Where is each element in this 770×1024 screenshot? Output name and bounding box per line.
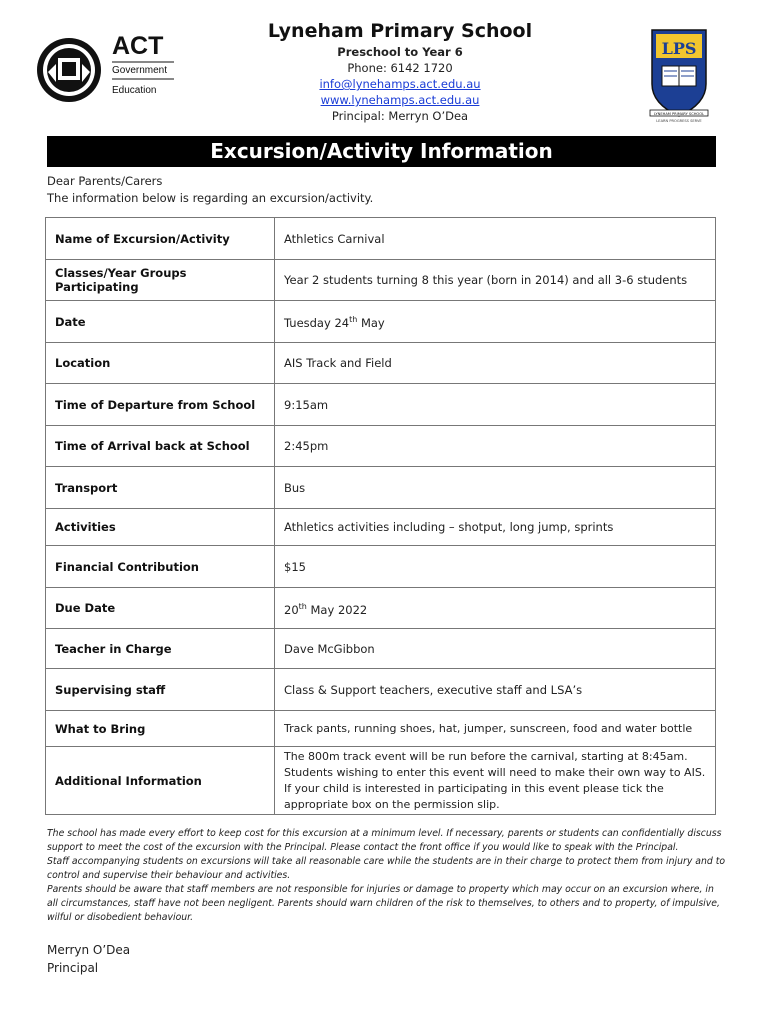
page-title: Excursion/Activity Information [47, 136, 716, 167]
row-value: The 800m track event will be run before the carnival, starting at 8:45am. Students wishing to enter this event will need to make their own way to AIS. If your child is interested in participating in this event please tick the appropriate box on the permission slip. [275, 747, 716, 815]
row-label: Name of Excursion/Activity [46, 218, 275, 260]
row-value: AIS Track and Field [275, 343, 716, 384]
row-label: Time of Arrival back at School [46, 426, 275, 467]
row-value [275, 588, 716, 629]
school-website-link[interactable]: www.lynehamps.act.edu.au [320, 93, 480, 107]
intro-line: The information below is regarding an excursion/activity. [47, 191, 374, 205]
row-value: $15 [275, 546, 716, 588]
due-date-suffix: th [298, 601, 307, 611]
date-text: Tuesday 24 [284, 315, 350, 330]
due-date-rest: May 2022 [306, 602, 368, 617]
table-row [46, 509, 716, 546]
excursion-info-table [45, 217, 716, 815]
row-label: Financial Contribution [46, 546, 275, 588]
row-label: Time of Departure from School [46, 384, 275, 426]
row-value: Year 2 students turning 8 this year (born in 2014) and all 3-6 students [275, 260, 716, 301]
table-row [46, 588, 716, 629]
signoff-name: Merryn O’Dea [47, 943, 131, 957]
school-principal: Principal: Merryn O’Dea [331, 109, 469, 123]
svg-text:Government: Government [112, 65, 168, 76]
disclaimer-liability: Parents should be aware that staff members are not responsible for injuries or damage to property which may occur on an excursion where, in all circumstances, staff have not been negligent. Parents should warn children of the risk to themselves, to others and to property, of impulsive, wilful or disobedient behaviour. [47, 884, 720, 923]
row-label: Due Date [46, 588, 275, 629]
table-row [46, 546, 716, 588]
row-value: 9:15am [275, 384, 716, 426]
date-suffix: th [349, 315, 358, 325]
table-row [46, 260, 716, 301]
table-row [46, 218, 716, 260]
svg-text:LEARN PROGRESS SERVE: LEARN PROGRESS SERVE [656, 119, 702, 123]
table-row [46, 426, 716, 467]
row-value: Dave McGibbon [275, 629, 716, 669]
table-row [46, 629, 716, 669]
row-value: Class & Support teachers, executive staff and LSA’s [275, 669, 716, 711]
row-value: Athletics Carnival [275, 218, 716, 260]
intro-text [47, 173, 373, 207]
table-row [46, 301, 716, 343]
table-row [46, 669, 716, 711]
school-grades: Preschool to Year 6 [337, 45, 463, 59]
table-row [46, 384, 716, 426]
disclaimer-cost: The school has made every effort to keep cost for this excursion at a minimum level. If necessary, parents or students can confidentially discuss support to meet the cost of the excursion with the Principal. Please contact the front office if you would like to speak with the Principal. [47, 828, 722, 853]
svg-text:LPS: LPS [661, 39, 697, 58]
act-government-logo [34, 32, 184, 116]
school-name: Lyneham Primary School [267, 20, 533, 42]
table-row [46, 711, 716, 747]
svg-text:Education: Education [112, 85, 157, 96]
greeting: Dear Parents/Carers [47, 174, 163, 188]
school-phone: Phone: 6142 1720 [347, 61, 453, 75]
table-row [46, 747, 716, 815]
disclaimer-text [47, 827, 727, 925]
row-label: Teacher in Charge [46, 629, 275, 669]
row-value: Athletics activities including – shotput, long jump, sprints [275, 509, 716, 546]
letterhead [0, 18, 770, 130]
row-label: What to Bring [46, 711, 275, 747]
row-label: Transport [46, 467, 275, 509]
svg-text:ACT: ACT [112, 32, 164, 60]
row-label: Activities [46, 509, 275, 546]
row-label: Classes/Year Groups Participating [46, 260, 275, 301]
table-row [46, 467, 716, 509]
row-value [275, 301, 716, 343]
row-value: Track pants, running shoes, hat, jumper, sunscreen, food and water bottle [275, 711, 716, 747]
signoff-role: Principal [47, 961, 99, 975]
row-label: Location [46, 343, 275, 384]
row-label: Date [46, 301, 275, 343]
row-value: 2:45pm [275, 426, 716, 467]
signoff [47, 941, 130, 977]
row-value: Bus [275, 467, 716, 509]
due-date-day: 20 [284, 602, 299, 617]
school-crest-logo [648, 26, 710, 124]
school-contact-block [250, 18, 550, 124]
row-label: Supervising staff [46, 669, 275, 711]
row-label: Additional Information [46, 747, 275, 815]
school-email-link[interactable]: info@lynehamps.act.edu.au [319, 77, 481, 91]
svg-text:LYNEHAM PRIMARY SCHOOL: LYNEHAM PRIMARY SCHOOL [653, 112, 705, 116]
disclaimer-care: Staff accompanying students on excursions will take all reasonable care while the students are in their charge to protect them from injury and to control and supervise their behaviour and activities. [47, 856, 726, 881]
date-month: May [357, 315, 385, 330]
table-row [46, 343, 716, 384]
